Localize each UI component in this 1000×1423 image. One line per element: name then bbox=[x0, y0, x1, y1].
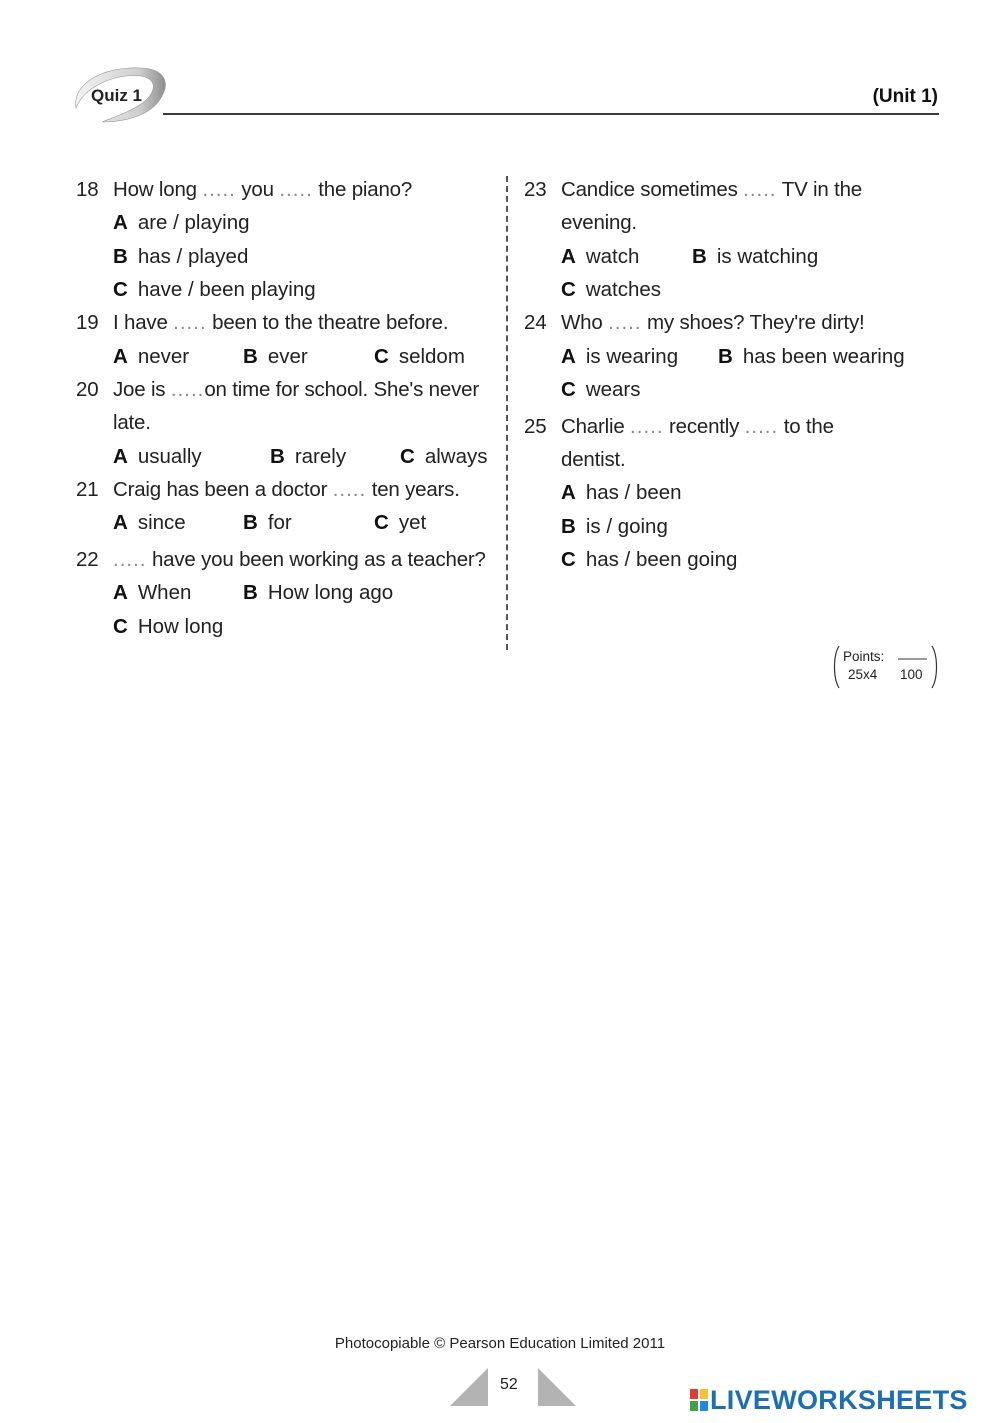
question-number: 19 bbox=[76, 311, 99, 334]
question-number: 23 bbox=[524, 178, 547, 201]
option-24b[interactable]: B has been wearing bbox=[718, 345, 905, 368]
option-19a[interactable]: A never bbox=[113, 345, 190, 368]
page-corner-right-icon bbox=[538, 1366, 576, 1406]
option-18b[interactable]: B has / played bbox=[113, 245, 249, 268]
quiz-badge bbox=[72, 62, 172, 124]
question-18: 18 How long ..... you ..... the piano? bbox=[76, 178, 413, 201]
question-number: 21 bbox=[76, 478, 99, 501]
option-25c[interactable]: C has / been going bbox=[561, 548, 738, 571]
quiz-title: Quiz 1 bbox=[91, 86, 143, 105]
option-22b[interactable]: B How long ago bbox=[243, 581, 394, 604]
question-number: 25 bbox=[524, 415, 547, 438]
page-number: 52 bbox=[500, 1376, 518, 1393]
answer-blank[interactable]: ..... bbox=[744, 415, 779, 438]
column-divider bbox=[506, 176, 508, 650]
option-22a[interactable]: A When bbox=[113, 581, 192, 604]
option-19c[interactable]: C seldom bbox=[374, 345, 465, 368]
answer-blank[interactable]: ..... bbox=[173, 311, 207, 334]
question-22: 22 ..... have you been working as a teacher? bbox=[76, 548, 486, 571]
liveworksheets-logo[interactable] bbox=[690, 1383, 968, 1417]
option-23a[interactable]: A watch bbox=[561, 245, 640, 268]
option-22c[interactable]: C How long bbox=[113, 615, 224, 638]
copyright-notice: Photocopiable © Pearson Education Limited 2011 bbox=[334, 1335, 666, 1352]
question-21: 21 Craig has been a doctor ..... ten years. bbox=[76, 478, 460, 501]
option-18c[interactable]: C have / been playing bbox=[113, 278, 316, 301]
option-20b[interactable]: B rarely bbox=[270, 445, 347, 468]
question-number: 22 bbox=[76, 548, 99, 571]
unit-label: (Unit 1) bbox=[872, 86, 938, 107]
question-23: 23 Candice sometimes ..... TV in the bbox=[524, 178, 862, 201]
option-21c[interactable]: C yet bbox=[374, 511, 427, 534]
option-20a[interactable]: A usually bbox=[113, 445, 202, 468]
answer-blank[interactable]: ..... bbox=[608, 311, 642, 334]
answer-blank[interactable]: ..... bbox=[170, 378, 205, 401]
option-19b[interactable]: B ever bbox=[243, 345, 308, 368]
option-24a[interactable]: A is wearing bbox=[561, 345, 679, 368]
answer-blank[interactable]: ..... bbox=[279, 178, 313, 201]
option-18a[interactable]: A are / playing bbox=[113, 211, 250, 234]
liveworksheets-text: LIVEWORKSHEETS bbox=[710, 1384, 968, 1415]
question-20-line2: late. bbox=[113, 411, 151, 434]
question-number: 24 bbox=[524, 311, 547, 334]
option-21b[interactable]: B for bbox=[243, 511, 292, 534]
page-corner-left-icon bbox=[448, 1366, 488, 1406]
question-number: 18 bbox=[76, 178, 99, 201]
question-number: 20 bbox=[76, 378, 99, 401]
option-23b[interactable]: B is watching bbox=[692, 245, 819, 268]
liveworksheets-blocks-icon bbox=[690, 1389, 708, 1411]
points-total: 100 bbox=[900, 667, 923, 682]
answer-blank[interactable]: ..... bbox=[630, 415, 664, 438]
points-label: Points: bbox=[843, 649, 885, 664]
points-formula: 25x4 bbox=[848, 667, 878, 682]
answer-blank[interactable]: ..... bbox=[202, 178, 236, 201]
question-25-line2: dentist. bbox=[561, 448, 626, 471]
option-21a[interactable]: A since bbox=[113, 511, 186, 534]
answer-blank[interactable]: ..... bbox=[332, 478, 367, 501]
option-25b[interactable]: B is / going bbox=[561, 515, 668, 538]
question-25: 25 Charlie ..... recently ..... to the bbox=[524, 415, 834, 438]
header-rule bbox=[163, 113, 939, 115]
option-20c[interactable]: C always bbox=[400, 445, 488, 468]
points-box bbox=[832, 644, 942, 690]
answer-blank[interactable]: ..... bbox=[743, 178, 777, 201]
question-23-line2: evening. bbox=[561, 211, 637, 234]
option-24c[interactable]: C wears bbox=[561, 378, 641, 401]
question-20: 20 Joe is .....on time for school. She's never bbox=[76, 378, 479, 401]
answer-blank[interactable]: ..... bbox=[113, 548, 147, 571]
question-19: 19 I have ..... been to the theatre before. bbox=[76, 311, 449, 334]
option-25a[interactable]: A has / been bbox=[561, 481, 682, 504]
question-24: 24 Who ..... my shoes? They're dirty! bbox=[524, 311, 865, 334]
option-23c[interactable]: C watches bbox=[561, 278, 662, 301]
